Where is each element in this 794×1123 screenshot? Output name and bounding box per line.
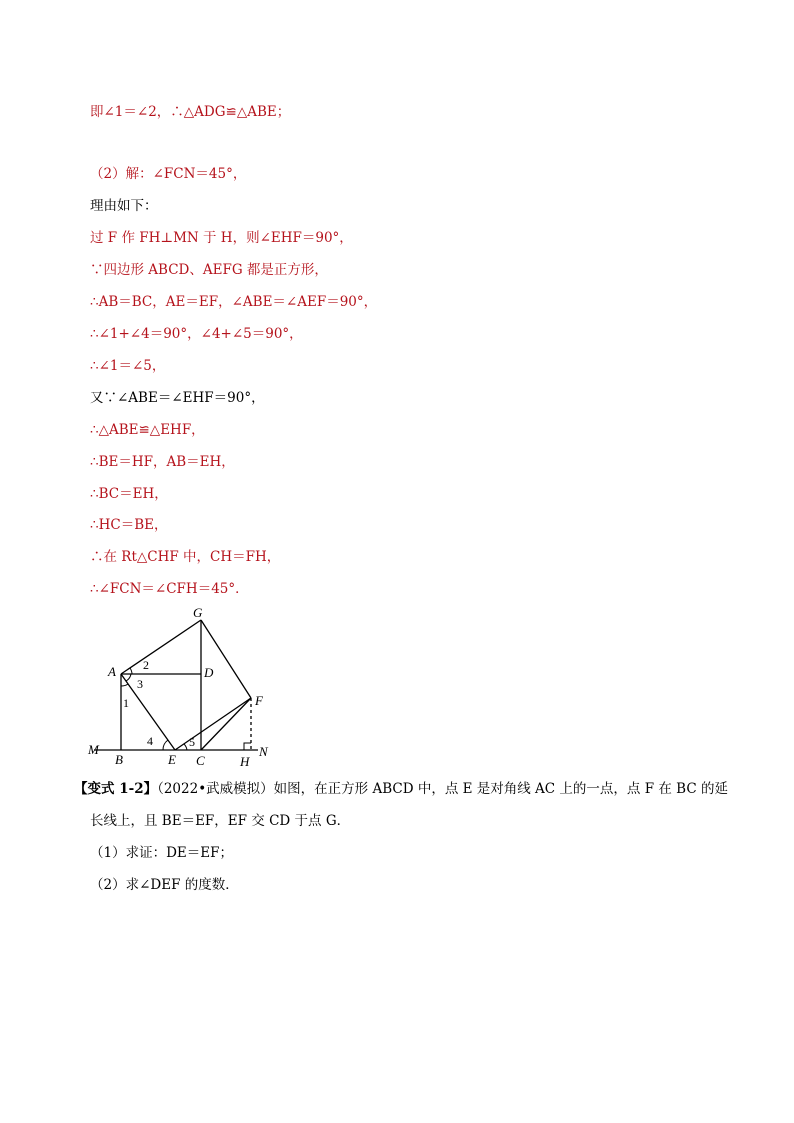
question-2: （2）求∠DEF 的度数．: [90, 877, 239, 893]
geometry-figure: [84, 602, 284, 768]
label-angle-2: 2: [143, 658, 149, 672]
solution-line-6: ∴AB＝BC，AE＝EF，∠ABE＝∠AEF＝90°，: [90, 294, 378, 310]
label-b: B: [115, 752, 123, 767]
question-1: （1）求证：DE＝EF；: [90, 845, 233, 861]
label-f: F: [255, 693, 263, 708]
segment-fe: [175, 698, 251, 750]
label-a: A: [108, 664, 116, 679]
solution-line-10: ∴△ABE≌△EHF，: [90, 422, 205, 438]
problem-text-1: 如图，在正方形 ABCD 中，点 E 是对角线 AC 上的一点，点 F 在 BC 的延: [273, 781, 728, 797]
label-angle-5: 5: [189, 735, 195, 749]
solution-line-2: （2）解：∠FCN＝45°，: [90, 166, 247, 182]
solution-line-1: 即∠1＝∠2，∴△ADG≌△ABE；: [90, 104, 291, 120]
right-angle-mark-h: [244, 743, 251, 750]
segment-fc: [201, 698, 251, 750]
problem-source: （2022•武威模拟）: [157, 781, 274, 797]
solution-line-8: ∴∠1＝∠5，: [90, 358, 166, 374]
solution-line-5: ∵四边形 ABCD、AEFG 都是正方形，: [90, 262, 328, 278]
variant-tag: 【变式 1-2】: [74, 781, 158, 797]
solution-line-14: ∴在 Rt△CHF 中，CH＝FH，: [90, 549, 281, 565]
label-angle-1: 1: [123, 696, 129, 710]
angle-arc-5: [184, 744, 187, 750]
label-h: H: [240, 754, 250, 768]
label-m: M: [88, 742, 99, 757]
solution-line-4: 过 F 作 FH⊥MN 于 H，则∠EHF＝90°，: [90, 230, 353, 246]
solution-line-9: 又∵∠ABE＝∠EHF＝90°，: [90, 390, 265, 406]
segment-ag: [121, 620, 201, 674]
label-g: G: [193, 605, 203, 620]
angle-arc-4: [163, 740, 168, 750]
label-e: E: [168, 752, 176, 767]
problem-line-1: [74, 779, 728, 799]
label-angle-3: 3: [137, 677, 143, 691]
label-c: C: [196, 753, 205, 768]
label-angle-4: 4: [147, 734, 153, 748]
angle-arc-3: [126, 674, 131, 681]
solution-line-7: ∴∠1+∠4＝90°，∠4+∠5＝90°，: [90, 326, 303, 342]
solution-line-15: ∴∠FCN＝∠CFH＝45°．: [90, 581, 249, 597]
solution-line-13: ∴HC＝BE，: [90, 517, 168, 533]
angle-arc-2: [130, 668, 132, 674]
solution-line-12: ∴BC＝EH，: [90, 486, 168, 502]
solution-line-11: ∴BE＝HF，AB＝EH，: [90, 454, 235, 470]
angle-arc-1: [121, 684, 128, 686]
label-n: N: [259, 744, 268, 759]
solution-line-3: 理由如下：: [90, 198, 158, 214]
segment-gf: [201, 620, 251, 698]
problem-line-2: 长线上，且 BE＝EF，EF 交 CD 于点 G．: [90, 813, 351, 829]
label-d: D: [204, 665, 214, 680]
